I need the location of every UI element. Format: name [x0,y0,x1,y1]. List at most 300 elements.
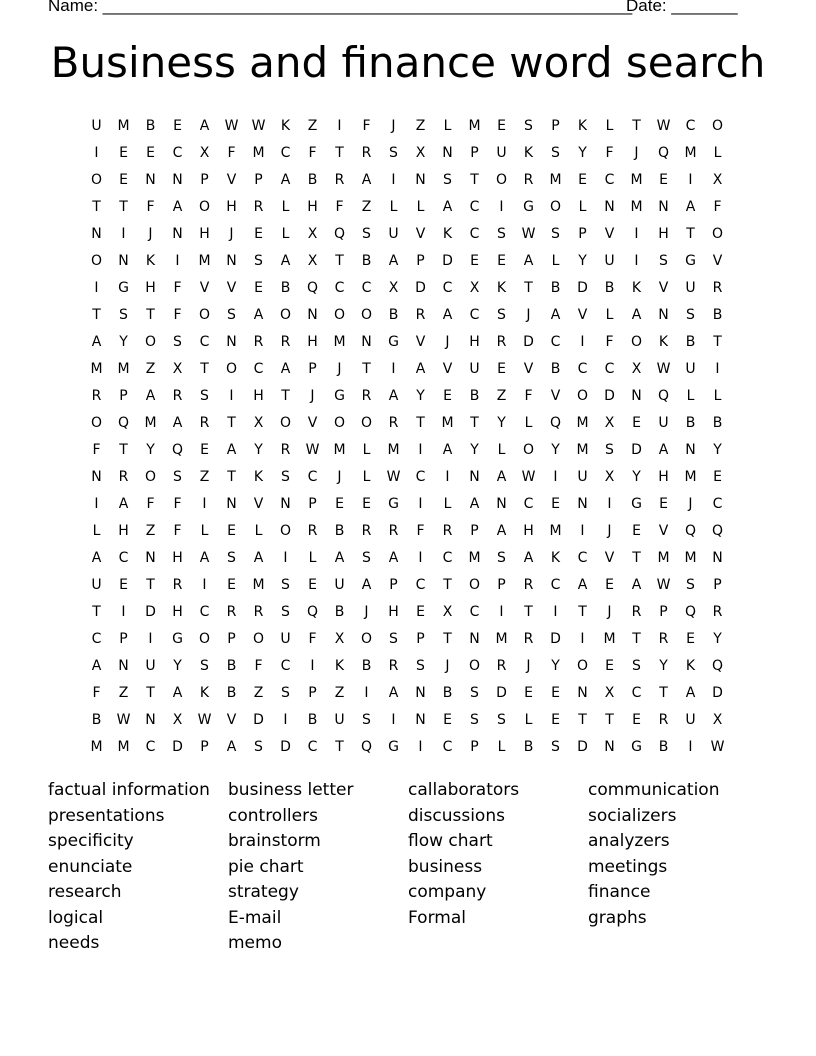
grid-letter: Z [145,523,156,539]
grid-letter: S [227,307,236,323]
grid-letter: N [577,685,588,701]
grid-letter: E [551,685,560,701]
grid-letter: B [226,658,237,674]
grid-letter: X [199,145,210,161]
grid-letter: A [550,307,561,323]
grid-letter: P [308,496,317,512]
grid-letter: T [470,172,479,188]
grid-letter: C [172,145,183,161]
grid-letter: N [118,658,129,674]
grid-letter: J [688,496,693,512]
grid-letter: T [92,199,101,215]
grid-letter: P [551,118,560,134]
grid-letter: A [523,550,534,566]
grid-row [83,410,733,437]
grid-letter: O [495,172,508,188]
grid-letter: B [388,307,399,323]
grid-letter: Q [549,415,562,431]
grid-letter: A [91,550,102,566]
grid-letter: K [145,253,156,269]
grid-row [83,437,733,464]
grid-letter: K [658,334,669,350]
grid-letter: Z [307,118,318,134]
grid-letter: N [712,550,723,566]
grid-letter: S [686,577,695,593]
grid-letter: B [226,685,237,701]
grid-letter: K [496,280,507,296]
grid-letter: U [685,712,696,728]
grid-letter: O [360,307,373,323]
grid-row [83,491,733,518]
grid-letter: F [92,685,101,701]
grid-letter: A [118,496,129,512]
word-list-item: research [48,882,122,902]
grid-letter: N [226,334,237,350]
grid-letter: H [253,388,264,404]
grid-letter: R [334,172,345,188]
grid-letter: E [119,145,128,161]
grid-letter: X [415,145,426,161]
grid-letter: X [604,469,615,485]
grid-letter: C [550,577,561,593]
grid-letter: S [362,550,371,566]
word-list-item: factual information [48,780,210,800]
grid-letter: F [146,496,155,512]
grid-letter: I [202,496,207,512]
grid-letter: D [604,388,615,404]
grid-letter: S [200,658,209,674]
grid-letter: I [418,550,423,566]
grid-letter: P [416,631,425,647]
grid-letter: L [308,550,317,566]
grid-letter: M [630,199,643,215]
grid-letter: R [415,307,426,323]
name-field-label[interactable]: Name: ________________________________________________________ [48,0,633,15]
grid-letter: N [145,550,156,566]
grid-letter: L [605,118,614,134]
grid-letter: K [253,469,264,485]
grid-letter: E [497,253,506,269]
grid-letter: T [578,604,587,620]
grid-letter: A [280,253,291,269]
grid-letter: Y [713,631,722,647]
grid-letter: W [224,118,239,134]
grid-letter: M [468,118,481,134]
grid-letter: S [551,226,560,242]
grid-letter: V [658,523,669,539]
grid-letter: U [145,658,156,674]
grid-letter: O [576,658,589,674]
word-list-item: graphs [588,907,647,928]
grid-letter: C [550,334,561,350]
grid-letter: L [497,739,506,755]
grid-letter: N [91,226,102,242]
grid-letter: W [656,577,671,593]
grid-letter: O [522,442,535,458]
grid-letter: F [308,631,317,647]
grid-letter: B [280,280,291,296]
page-title: Business and finance word search [50,38,766,87]
grid-letter: M [630,172,643,188]
grid-letter: E [686,631,695,647]
word-list-item: socializers [588,805,677,826]
grid-letter: H [172,550,183,566]
grid-letter: I [391,361,396,377]
grid-letter: V [199,280,210,296]
grid-letter: I [418,739,423,755]
grid-letter: R [523,631,534,647]
grid-letter: C [604,172,615,188]
grid-letter: J [526,658,531,674]
grid-letter: I [94,145,99,161]
grid-letter: M [90,739,103,755]
grid-letter: B [685,334,696,350]
grid-letter: D [496,685,507,701]
grid-letter: C [631,685,642,701]
grid-letter: T [524,280,533,296]
grid-letter: O [225,361,238,377]
grid-letter: S [686,307,695,323]
grid-letter: B [361,253,372,269]
grid-letter: J [229,226,234,242]
grid-letter: G [685,253,696,269]
grid-letter: N [307,307,318,323]
grid-letter: J [310,388,315,404]
grid-letter: U [334,712,345,728]
grid-letter: D [253,712,264,728]
grid-letter: R [253,334,264,350]
grid-letter: M [684,469,697,485]
grid-letter: I [580,334,585,350]
grid-letter: Y [551,658,560,674]
grid-letter: D [550,631,561,647]
grid-row [83,707,733,734]
grid-letter: T [605,712,614,728]
grid-letter: C [442,550,453,566]
grid-letter: I [418,442,423,458]
grid-letter: E [497,118,506,134]
grid-letter: R [388,658,399,674]
grid-letter: E [119,577,128,593]
grid-letter: R [631,604,642,620]
grid-letter: Z [118,685,129,701]
grid-letter: N [577,496,588,512]
grid-letter: X [442,604,453,620]
grid-letter: O [279,415,292,431]
grid-letter: F [605,145,614,161]
grid-letter: C [577,361,588,377]
grid-row [83,113,733,140]
grid-letter: P [200,172,209,188]
grid-letter: S [551,145,560,161]
grid-letter: T [416,415,425,431]
grid-letter: E [416,604,425,620]
grid-letter: O [90,253,103,269]
grid-letter: D [523,334,534,350]
grid-letter: S [173,334,182,350]
grid-letter: T [227,469,236,485]
grid-letter: O [333,307,346,323]
grid-letter: L [362,469,371,485]
grid-letter: P [119,388,128,404]
grid-letter: U [685,280,696,296]
grid-letter: V [226,280,237,296]
grid-letter: E [119,172,128,188]
grid-letter: U [91,577,102,593]
grid-letter: M [549,523,562,539]
grid-letter: Y [119,334,128,350]
grid-letter: P [254,172,263,188]
grid-letter: R [361,145,372,161]
grid-letter: T [443,631,452,647]
grid-letter: T [470,415,479,431]
grid-letter: P [497,577,506,593]
grid-letter: L [605,307,614,323]
grid-letter: A [253,550,264,566]
grid-letter: Z [334,685,345,701]
grid-letter: E [713,469,722,485]
grid-letter: D [577,280,588,296]
grid-letter: K [280,118,291,134]
grid-letter: Q [684,523,697,539]
grid-row [83,680,733,707]
word-list-item: company [408,882,487,902]
grid-letter: A [91,658,102,674]
grid-letter: P [227,631,236,647]
grid-letter: A [199,118,210,134]
grid-letter: M [468,550,481,566]
grid-letter: C [307,739,318,755]
grid-letter: S [227,550,236,566]
grid-row [83,626,733,653]
grid-letter: A [91,334,102,350]
grid-letter: J [634,145,639,161]
grid-letter: M [387,442,400,458]
grid-letter: Q [711,658,724,674]
grid-letter: S [281,685,290,701]
grid-letter: O [279,523,292,539]
grid-letter: S [497,226,506,242]
grid-letter: T [335,145,344,161]
grid-letter: R [361,388,372,404]
grid-letter: A [334,550,345,566]
grid-letter: Q [117,415,130,431]
grid-letter: P [470,523,479,539]
grid-letter: I [175,253,180,269]
grid-row [83,518,733,545]
grid-letter: E [200,442,209,458]
grid-letter: E [227,523,236,539]
grid-letter: Y [578,253,587,269]
grid-letter: A [496,523,507,539]
grid-letter: Y [497,415,506,431]
grid-letter: N [172,226,183,242]
grid-letter: S [443,172,452,188]
grid-letter: T [632,550,641,566]
grid-letter: W [656,361,671,377]
grid-letter: Q [657,388,670,404]
grid-letter: F [308,145,317,161]
grid-letter: E [254,226,263,242]
grid-letter: L [713,145,722,161]
grid-letter: C [199,334,210,350]
grid-letter: M [198,253,211,269]
grid-letter: X [307,253,318,269]
grid-letter: A [388,388,399,404]
grid-letter: N [361,334,372,350]
word-list-item: Formal [408,907,466,928]
word-list-item: logical [48,907,104,928]
grid-letter: R [658,631,669,647]
grid-letter: E [632,523,641,539]
grid-letter: Y [416,388,425,404]
grid-letter: J [445,658,450,674]
grid-letter: T [200,361,209,377]
grid-letter: B [712,415,723,431]
grid-letter: T [119,442,128,458]
grid-letter: A [226,442,237,458]
word-list-column [408,778,588,957]
grid-letter: Q [333,226,346,242]
word-list-item: presentations [48,805,165,826]
grid-letter: K [442,226,453,242]
grid-letter: B [91,712,102,728]
grid-letter: B [307,712,318,728]
grid-letter: U [469,361,480,377]
grid-letter: U [496,145,507,161]
grid-letter: P [659,604,668,620]
grid-letter: B [712,307,723,323]
grid-letter: S [497,712,506,728]
grid-letter: I [607,496,612,512]
grid-letter: E [443,388,452,404]
grid-letter: Y [146,442,155,458]
grid-letter: V [523,361,534,377]
grid-letter: L [686,388,695,404]
grid-letter: M [90,361,103,377]
grid-letter: V [415,334,426,350]
grid-letter: T [92,604,101,620]
grid-letter: O [549,199,562,215]
grid-letter: S [254,253,263,269]
grid-letter: O [360,415,373,431]
grid-row [83,194,733,221]
grid-letter: M [576,415,589,431]
grid-letter: N [469,469,480,485]
grid-letter: M [576,442,589,458]
grid-letter: B [361,658,372,674]
grid-letter: J [526,307,531,323]
grid-letter: G [334,388,345,404]
word-list-item: analyzers [588,831,670,851]
grid-letter: O [468,577,481,593]
grid-letter: L [443,118,452,134]
grid-letter: E [632,415,641,431]
grid-letter: S [470,685,479,701]
grid-letter: B [469,388,480,404]
grid-letter: R [253,199,264,215]
grid-letter: A [658,442,669,458]
grid-letter: X [631,361,642,377]
grid-letter: H [658,469,669,485]
grid-letter: U [388,226,399,242]
grid-letter: C [334,280,345,296]
grid-letter: V [226,712,237,728]
word-list-column [48,778,228,957]
grid-letter: R [172,388,183,404]
grid-letter: S [605,442,614,458]
grid-letter: M [144,415,157,431]
grid-letter: R [388,415,399,431]
grid-letter: X [334,631,345,647]
grid-letter: R [712,280,723,296]
word-search-grid [83,113,733,761]
grid-letter: N [145,172,156,188]
grid-letter: R [388,523,399,539]
grid-letter: N [469,631,480,647]
grid-letter: P [470,145,479,161]
grid-letter: E [146,145,155,161]
grid-letter: Z [415,118,426,134]
grid-letter: F [173,496,182,512]
grid-letter: I [202,577,207,593]
grid-letter: S [551,739,560,755]
grid-letter: A [631,307,642,323]
grid-letter: F [362,118,371,134]
grid-letter: J [607,604,612,620]
grid-letter: V [415,226,426,242]
grid-letter: P [308,361,317,377]
grid-letter: J [148,226,153,242]
grid-letter: M [495,631,508,647]
grid-letter: D [577,739,588,755]
grid-letter: N [496,496,507,512]
grid-letter: L [416,199,425,215]
date-field-label[interactable]: Date: _______ [626,0,738,15]
grid-letter: M [252,577,265,593]
grid-letter: T [632,118,641,134]
grid-letter: Q [306,280,319,296]
grid-letter: N [658,199,669,215]
grid-letter: M [549,172,562,188]
grid-letter: O [576,388,589,404]
grid-letter: S [281,577,290,593]
grid-letter: M [117,739,130,755]
grid-letter: R [280,334,291,350]
grid-letter: P [416,253,425,269]
grid-letter: W [521,469,536,485]
grid-letter: C [415,469,426,485]
grid-letter: H [172,604,183,620]
grid-letter: N [172,172,183,188]
grid-letter: U [280,631,291,647]
grid-letter: S [497,307,506,323]
grid-letter: W [305,442,320,458]
grid-letter: N [226,253,237,269]
grid-letter: B [334,523,345,539]
grid-letter: V [658,280,669,296]
grid-letter: J [391,118,396,134]
grid-letter: S [173,469,182,485]
grid-letter: U [658,415,669,431]
grid-letter: U [685,361,696,377]
grid-letter: A [199,550,210,566]
word-list-item: finance [588,882,651,902]
grid-letter: E [308,577,317,593]
grid-letter: L [578,199,587,215]
grid-letter: X [388,280,399,296]
grid-letter: X [604,685,615,701]
